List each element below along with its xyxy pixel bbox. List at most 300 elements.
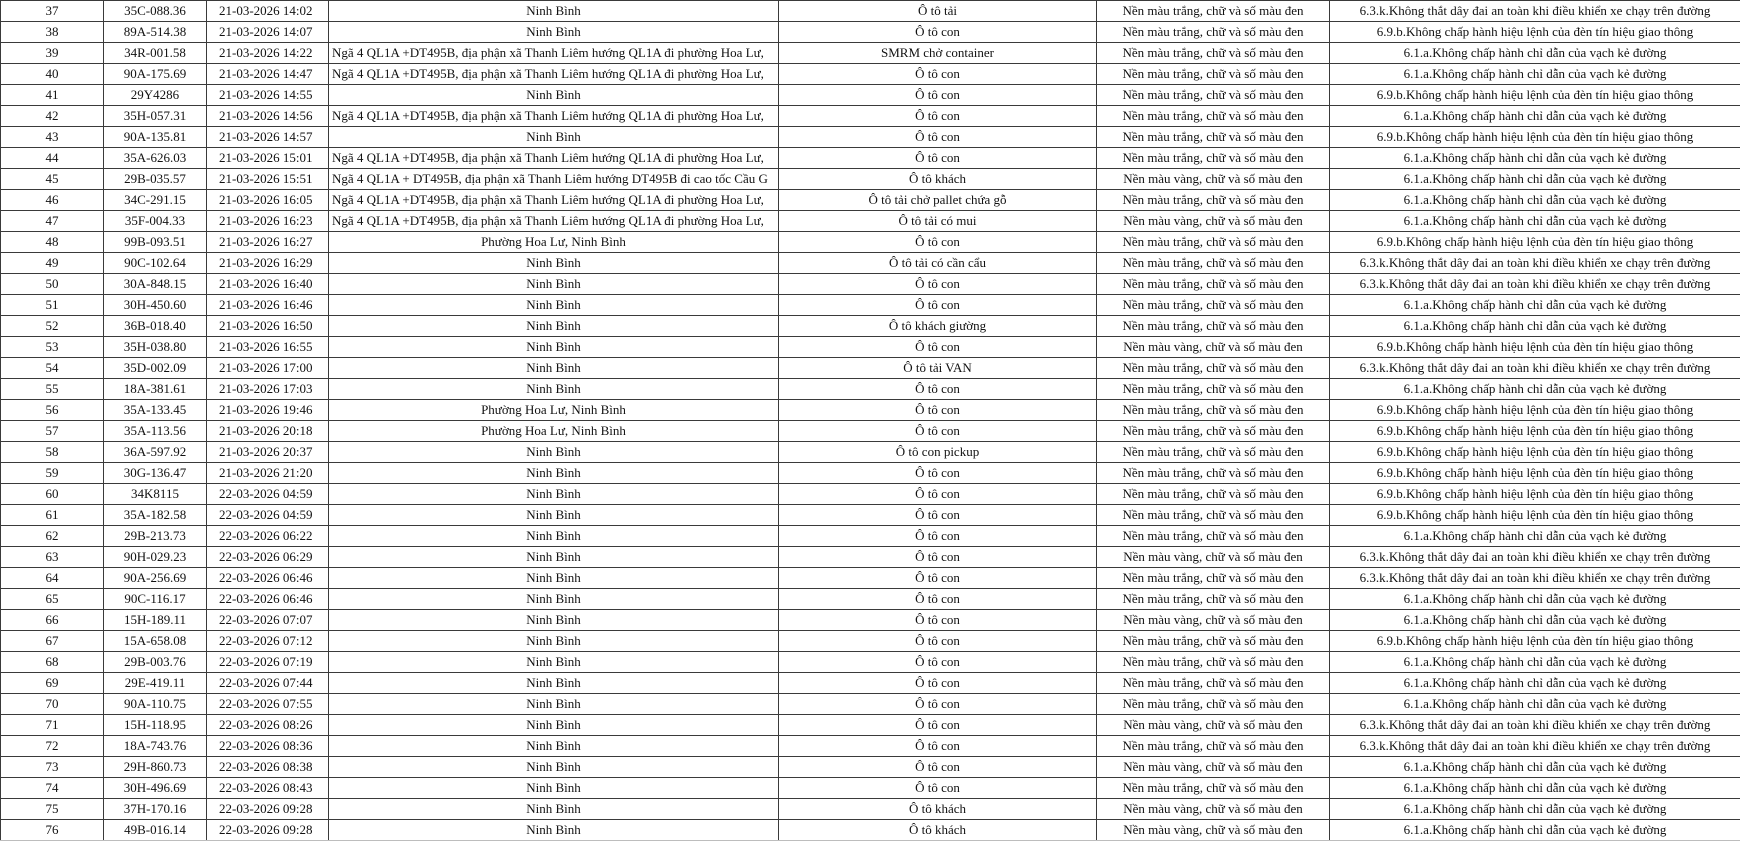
violation-time-cell: 21-03-2026 14:55 [207,85,329,106]
location-cell: Ninh Bình [329,778,779,799]
row-number-cell: 63 [1,547,104,568]
row-number-cell: 37 [1,1,104,22]
vehicle-type-cell: Ô tô con [779,127,1097,148]
location-cell: Ninh Bình [329,526,779,547]
vehicle-type-cell: Ô tô con [779,673,1097,694]
plate-color-cell: Nền màu vàng, chữ và số màu đen [1097,715,1330,736]
violation-time-cell: 22-03-2026 07:44 [207,673,329,694]
row-number-cell: 69 [1,673,104,694]
license-plate-cell: 90C-116.17 [104,589,207,610]
table-row [1,547,1740,568]
row-number-cell: 39 [1,43,104,64]
row-number-cell: 42 [1,106,104,127]
table-row [1,484,1740,505]
plate-color-cell: Nền màu trắng, chữ và số màu đen [1097,232,1330,253]
license-plate-cell: 30H-496.69 [104,778,207,799]
location-cell: Ninh Bình [329,316,779,337]
table-row [1,64,1740,85]
violation-description-cell: 6.1.a.Không chấp hành chỉ dẫn của vạch kẻ đường [1330,43,1740,64]
location-cell: Ngã 4 QL1A +DT495B, địa phận xã Thanh Liêm hướng QL1A đi phường Hoa Lư, [329,190,779,211]
license-plate-cell: 15A-658.08 [104,631,207,652]
plate-color-cell: Nền màu trắng, chữ và số màu đen [1097,22,1330,43]
violation-time-cell: 21-03-2026 14:07 [207,22,329,43]
vehicle-type-cell: Ô tô con [779,547,1097,568]
violation-description-cell: 6.1.a.Không chấp hành chỉ dẫn của vạch kẻ đường [1330,190,1740,211]
violation-description-cell: 6.3.k.Không thắt dây đai an toàn khi điều khiển xe chạy trên đường [1330,715,1740,736]
license-plate-cell: 29Y4286 [104,85,207,106]
table-row [1,610,1740,631]
violation-time-cell: 22-03-2026 07:12 [207,631,329,652]
vehicle-type-cell: Ô tô con [779,610,1097,631]
row-number-cell: 54 [1,358,104,379]
location-cell: Ninh Bình [329,442,779,463]
violation-time-cell: 22-03-2026 04:59 [207,505,329,526]
plate-color-cell: Nền màu trắng, chữ và số màu đen [1097,379,1330,400]
license-plate-cell: 34R-001.58 [104,43,207,64]
vehicle-type-cell: Ô tô khách [779,799,1097,820]
violation-description-cell: 6.3.k.Không thắt dây đai an toàn khi điều khiển xe chạy trên đường [1330,253,1740,274]
table-row [1,106,1740,127]
license-plate-cell: 18A-743.76 [104,736,207,757]
location-cell: Ninh Bình [329,610,779,631]
location-cell: Ninh Bình [329,463,779,484]
license-plate-cell: 99B-093.51 [104,232,207,253]
row-number-cell: 49 [1,253,104,274]
table-row [1,127,1740,148]
row-number-cell: 50 [1,274,104,295]
violation-description-cell: 6.1.a.Không chấp hành chỉ dẫn của vạch kẻ đường [1330,379,1740,400]
license-plate-cell: 37H-170.16 [104,799,207,820]
violation-description-cell: 6.9.b.Không chấp hành hiệu lệnh của đèn tín hiệu giao thông [1330,463,1740,484]
violation-time-cell: 21-03-2026 15:51 [207,169,329,190]
vehicle-type-cell: Ô tô con [779,778,1097,799]
violation-description-cell: 6.9.b.Không chấp hành hiệu lệnh của đèn tín hiệu giao thông [1330,232,1740,253]
location-cell: Ngã 4 QL1A +DT495B, địa phận xã Thanh Liêm hướng QL1A đi phường Hoa Lư, [329,43,779,64]
plate-color-cell: Nền màu trắng, chữ và số màu đen [1097,694,1330,715]
table-row [1,253,1740,274]
vehicle-type-cell: Ô tô con [779,589,1097,610]
row-number-cell: 46 [1,190,104,211]
location-cell: Ninh Bình [329,337,779,358]
table-row [1,589,1740,610]
vehicle-type-cell: Ô tô tải [779,1,1097,22]
vehicle-type-cell: Ô tô con [779,736,1097,757]
plate-color-cell: Nền màu trắng, chữ và số màu đen [1097,1,1330,22]
location-cell: Ngã 4 QL1A + DT495B, địa phận xã Thanh Liêm hướng DT495B đi cao tốc Cầu G [329,169,779,190]
violation-description-cell: 6.9.b.Không chấp hành hiệu lệnh của đèn tín hiệu giao thông [1330,442,1740,463]
location-cell: Ngã 4 QL1A +DT495B, địa phận xã Thanh Liêm hướng QL1A đi phường Hoa Lư, [329,64,779,85]
violation-time-cell: 22-03-2026 06:22 [207,526,329,547]
row-number-cell: 61 [1,505,104,526]
license-plate-cell: 35H-038.80 [104,337,207,358]
violation-description-cell: 6.3.k.Không thắt dây đai an toàn khi điều khiển xe chạy trên đường [1330,358,1740,379]
row-number-cell: 51 [1,295,104,316]
row-number-cell: 76 [1,820,104,841]
plate-color-cell: Nền màu trắng, chữ và số màu đen [1097,127,1330,148]
location-cell: Ninh Bình [329,22,779,43]
license-plate-cell: 89A-514.38 [104,22,207,43]
violation-time-cell: 22-03-2026 08:38 [207,757,329,778]
plate-color-cell: Nền màu trắng, chữ và số màu đen [1097,463,1330,484]
violation-time-cell: 22-03-2026 08:43 [207,778,329,799]
license-plate-cell: 35A-133.45 [104,400,207,421]
vehicle-type-cell: Ô tô con [779,463,1097,484]
violation-description-cell: 6.1.a.Không chấp hành chỉ dẫn của vạch kẻ đường [1330,673,1740,694]
vehicle-type-cell: Ô tô con [779,274,1097,295]
vehicle-type-cell: Ô tô khách [779,820,1097,841]
location-cell: Ninh Bình [329,253,779,274]
violation-time-cell: 21-03-2026 14:56 [207,106,329,127]
vehicle-type-cell: Ô tô con [779,715,1097,736]
license-plate-cell: 29H-860.73 [104,757,207,778]
violation-description-cell: 6.3.k.Không thắt dây đai an toàn khi điều khiển xe chạy trên đường [1330,274,1740,295]
violation-time-cell: 21-03-2026 15:01 [207,148,329,169]
violation-time-cell: 22-03-2026 08:36 [207,736,329,757]
table-row [1,358,1740,379]
vehicle-type-cell: Ô tô con [779,652,1097,673]
plate-color-cell: Nền màu trắng, chữ và số màu đen [1097,631,1330,652]
table-row [1,715,1740,736]
license-plate-cell: 35F-004.33 [104,211,207,232]
row-number-cell: 66 [1,610,104,631]
location-cell: Ngã 4 QL1A +DT495B, địa phận xã Thanh Liêm hướng QL1A đi phường Hoa Lư, [329,148,779,169]
plate-color-cell: Nền màu trắng, chữ và số màu đen [1097,190,1330,211]
violation-description-cell: 6.1.a.Không chấp hành chỉ dẫn của vạch kẻ đường [1330,295,1740,316]
violation-time-cell: 21-03-2026 16:40 [207,274,329,295]
violation-description-cell: 6.9.b.Không chấp hành hiệu lệnh của đèn tín hiệu giao thông [1330,484,1740,505]
vehicle-type-cell: Ô tô con pickup [779,442,1097,463]
vehicle-type-cell: Ô tô tải có mui [779,211,1097,232]
violation-time-cell: 21-03-2026 16:50 [207,316,329,337]
plate-color-cell: Nền màu trắng, chữ và số màu đen [1097,778,1330,799]
plate-color-cell: Nền màu trắng, chữ và số màu đen [1097,526,1330,547]
violation-description-cell: 6.3.k.Không thắt dây đai an toàn khi điều khiển xe chạy trên đường [1330,568,1740,589]
plate-color-cell: Nền màu trắng, chữ và số màu đen [1097,316,1330,337]
violation-description-cell: 6.9.b.Không chấp hành hiệu lệnh của đèn tín hiệu giao thông [1330,337,1740,358]
violation-time-cell: 21-03-2026 16:29 [207,253,329,274]
license-plate-cell: 90A-175.69 [104,64,207,85]
row-number-cell: 59 [1,463,104,484]
location-cell: Ngã 4 QL1A +DT495B, địa phận xã Thanh Liêm hướng QL1A đi phường Hoa Lư, [329,211,779,232]
row-number-cell: 71 [1,715,104,736]
location-cell: Ninh Bình [329,85,779,106]
license-plate-cell: 49B-016.14 [104,820,207,841]
license-plate-cell: 35H-057.31 [104,106,207,127]
location-cell: Ninh Bình [329,757,779,778]
plate-color-cell: Nền màu trắng, chữ và số màu đen [1097,400,1330,421]
violation-time-cell: 22-03-2026 04:59 [207,484,329,505]
vehicle-type-cell: Ô tô con [779,568,1097,589]
plate-color-cell: Nền màu vàng, chữ và số màu đen [1097,547,1330,568]
plate-color-cell: Nền màu trắng, chữ và số màu đen [1097,85,1330,106]
row-number-cell: 74 [1,778,104,799]
table-row [1,169,1740,190]
violation-time-cell: 21-03-2026 20:18 [207,421,329,442]
plate-color-cell: Nền màu trắng, chữ và số màu đen [1097,274,1330,295]
license-plate-cell: 35A-113.56 [104,421,207,442]
license-plate-cell: 90C-102.64 [104,253,207,274]
table-row [1,274,1740,295]
row-number-cell: 67 [1,631,104,652]
vehicle-type-cell: Ô tô con [779,379,1097,400]
plate-color-cell: Nền màu trắng, chữ và số màu đen [1097,106,1330,127]
violation-description-cell: 6.1.a.Không chấp hành chỉ dẫn của vạch kẻ đường [1330,820,1740,841]
license-plate-cell: 90H-029.23 [104,547,207,568]
location-cell: Ninh Bình [329,799,779,820]
license-plate-cell: 90A-256.69 [104,568,207,589]
violation-time-cell: 22-03-2026 06:46 [207,589,329,610]
vehicle-type-cell: Ô tô con [779,295,1097,316]
license-plate-cell: 36A-597.92 [104,442,207,463]
license-plate-cell: 35C-088.36 [104,1,207,22]
location-cell: Ninh Bình [329,505,779,526]
plate-color-cell: Nền màu trắng, chữ và số màu đen [1097,652,1330,673]
plate-color-cell: Nền màu trắng, chữ và số màu đen [1097,358,1330,379]
violation-description-cell: 6.3.k.Không thắt dây đai an toàn khi điều khiển xe chạy trên đường [1330,547,1740,568]
row-number-cell: 48 [1,232,104,253]
row-number-cell: 43 [1,127,104,148]
violations-table-body [1,1,1740,841]
license-plate-cell: 35D-002.09 [104,358,207,379]
violation-time-cell: 21-03-2026 14:02 [207,1,329,22]
vehicle-type-cell: Ô tô con [779,757,1097,778]
plate-color-cell: Nền màu trắng, chữ và số màu đen [1097,673,1330,694]
plate-color-cell: Nền màu trắng, chữ và số màu đen [1097,568,1330,589]
violation-time-cell: 22-03-2026 09:28 [207,799,329,820]
license-plate-cell: 36B-018.40 [104,316,207,337]
license-plate-cell: 29B-003.76 [104,652,207,673]
violation-time-cell: 21-03-2026 14:57 [207,127,329,148]
row-number-cell: 55 [1,379,104,400]
location-cell: Ninh Bình [329,589,779,610]
vehicle-type-cell: Ô tô con [779,505,1097,526]
plate-color-cell: Nền màu trắng, chữ và số màu đen [1097,253,1330,274]
location-cell: Ninh Bình [329,547,779,568]
plate-color-cell: Nền màu trắng, chữ và số màu đen [1097,148,1330,169]
row-number-cell: 56 [1,400,104,421]
plate-color-cell: Nền màu trắng, chữ và số màu đen [1097,295,1330,316]
plate-color-cell: Nền màu vàng, chữ và số màu đen [1097,169,1330,190]
plate-color-cell: Nền màu trắng, chữ và số màu đen [1097,421,1330,442]
table-row [1,631,1740,652]
violation-description-cell: 6.1.a.Không chấp hành chỉ dẫn của vạch kẻ đường [1330,799,1740,820]
row-number-cell: 44 [1,148,104,169]
location-cell: Ninh Bình [329,820,779,841]
license-plate-cell: 35A-182.58 [104,505,207,526]
license-plate-cell: 30G-136.47 [104,463,207,484]
vehicle-type-cell: Ô tô con [779,148,1097,169]
page-bottom-divider [0,840,1740,841]
vehicle-type-cell: Ô tô con [779,232,1097,253]
location-cell: Ninh Bình [329,694,779,715]
violation-description-cell: 6.1.a.Không chấp hành chỉ dẫn của vạch kẻ đường [1330,757,1740,778]
violation-description-cell: 6.1.a.Không chấp hành chỉ dẫn của vạch kẻ đường [1330,169,1740,190]
violation-time-cell: 21-03-2026 16:55 [207,337,329,358]
vehicle-type-cell: Ô tô con [779,22,1097,43]
violation-time-cell: 21-03-2026 16:05 [207,190,329,211]
license-plate-cell: 90A-110.75 [104,694,207,715]
plate-color-cell: Nền màu trắng, chữ và số màu đen [1097,442,1330,463]
location-cell: Ninh Bình [329,358,779,379]
location-cell: Ninh Bình [329,715,779,736]
row-number-cell: 58 [1,442,104,463]
table-row [1,442,1740,463]
row-number-cell: 65 [1,589,104,610]
row-number-cell: 64 [1,568,104,589]
violation-time-cell: 21-03-2026 20:37 [207,442,329,463]
violation-time-cell: 21-03-2026 16:46 [207,295,329,316]
table-row [1,190,1740,211]
vehicle-type-cell: Ô tô con [779,106,1097,127]
license-plate-cell: 34C-291.15 [104,190,207,211]
table-row [1,232,1740,253]
location-cell: Phường Hoa Lư, Ninh Bình [329,232,779,253]
violation-description-cell: 6.1.a.Không chấp hành chỉ dẫn của vạch kẻ đường [1330,694,1740,715]
vehicle-type-cell: Ô tô tải có cần cẩu [779,253,1097,274]
table-row [1,211,1740,232]
row-number-cell: 62 [1,526,104,547]
row-number-cell: 60 [1,484,104,505]
table-row [1,652,1740,673]
violation-description-cell: 6.1.a.Không chấp hành chỉ dẫn của vạch kẻ đường [1330,610,1740,631]
plate-color-cell: Nền màu vàng, chữ và số màu đen [1097,820,1330,841]
row-number-cell: 40 [1,64,104,85]
location-cell: Ngã 4 QL1A +DT495B, địa phận xã Thanh Liêm hướng QL1A đi phường Hoa Lư, [329,106,779,127]
row-number-cell: 73 [1,757,104,778]
license-plate-cell: 34K8115 [104,484,207,505]
table-row [1,148,1740,169]
violation-description-cell: 6.1.a.Không chấp hành chỉ dẫn của vạch kẻ đường [1330,652,1740,673]
vehicle-type-cell: Ô tô khách giường [779,316,1097,337]
violation-time-cell: 22-03-2026 06:29 [207,547,329,568]
vehicle-type-cell: Ô tô con [779,85,1097,106]
table-row [1,85,1740,106]
table-row [1,568,1740,589]
violation-description-cell: 6.3.k.Không thắt dây đai an toàn khi điều khiển xe chạy trên đường [1330,1,1740,22]
plate-color-cell: Nền màu trắng, chữ và số màu đen [1097,484,1330,505]
location-cell: Ninh Bình [329,673,779,694]
plate-color-cell: Nền màu trắng, chữ và số màu đen [1097,64,1330,85]
row-number-cell: 57 [1,421,104,442]
violation-description-cell: 6.9.b.Không chấp hành hiệu lệnh của đèn tín hiệu giao thông [1330,400,1740,421]
row-number-cell: 41 [1,85,104,106]
license-plate-cell: 30A-848.15 [104,274,207,295]
violation-description-cell: 6.9.b.Không chấp hành hiệu lệnh của đèn tín hiệu giao thông [1330,631,1740,652]
license-plate-cell: 15H-118.95 [104,715,207,736]
table-row [1,799,1740,820]
violation-description-cell: 6.9.b.Không chấp hành hiệu lệnh của đèn tín hiệu giao thông [1330,22,1740,43]
vehicle-type-cell: Ô tô khách [779,169,1097,190]
table-row [1,22,1740,43]
location-cell: Phường Hoa Lư, Ninh Bình [329,421,779,442]
violation-time-cell: 22-03-2026 07:19 [207,652,329,673]
vehicle-type-cell: Ô tô con [779,631,1097,652]
plate-color-cell: Nền màu vàng, chữ và số màu đen [1097,799,1330,820]
violation-time-cell: 21-03-2026 14:22 [207,43,329,64]
row-number-cell: 75 [1,799,104,820]
vehicle-type-cell: Ô tô con [779,484,1097,505]
row-number-cell: 45 [1,169,104,190]
plate-color-cell: Nền màu trắng, chữ và số màu đen [1097,736,1330,757]
row-number-cell: 38 [1,22,104,43]
table-row [1,694,1740,715]
license-plate-cell: 29B-213.73 [104,526,207,547]
table-row [1,400,1740,421]
location-cell: Phường Hoa Lư, Ninh Bình [329,400,779,421]
row-number-cell: 52 [1,316,104,337]
violation-time-cell: 21-03-2026 17:00 [207,358,329,379]
table-row [1,379,1740,400]
table-row [1,316,1740,337]
violation-time-cell: 21-03-2026 14:47 [207,64,329,85]
table-row [1,526,1740,547]
table-row [1,757,1740,778]
plate-color-cell: Nền màu vàng, chữ và số màu đen [1097,337,1330,358]
location-cell: Ninh Bình [329,652,779,673]
row-number-cell: 68 [1,652,104,673]
license-plate-cell: 29B-035.57 [104,169,207,190]
license-plate-cell: 18A-381.61 [104,379,207,400]
violation-time-cell: 21-03-2026 16:27 [207,232,329,253]
violation-description-cell: 6.1.a.Không chấp hành chỉ dẫn của vạch kẻ đường [1330,148,1740,169]
location-cell: Ninh Bình [329,295,779,316]
table-row [1,673,1740,694]
plate-color-cell: Nền màu vàng, chữ và số màu đen [1097,757,1330,778]
location-cell: Ninh Bình [329,274,779,295]
vehicle-type-cell: Ô tô con [779,421,1097,442]
table-row [1,337,1740,358]
vehicle-type-cell: Ô tô con [779,64,1097,85]
table-row [1,295,1740,316]
row-number-cell: 53 [1,337,104,358]
violation-time-cell: 21-03-2026 16:23 [207,211,329,232]
violation-time-cell: 21-03-2026 19:46 [207,400,329,421]
vehicle-type-cell: Ô tô tải chở pallet chứa gỗ [779,190,1097,211]
row-number-cell: 72 [1,736,104,757]
violation-time-cell: 22-03-2026 06:46 [207,568,329,589]
violation-time-cell: 21-03-2026 17:03 [207,379,329,400]
violation-description-cell: 6.1.a.Không chấp hành chỉ dẫn của vạch kẻ đường [1330,778,1740,799]
location-cell: Ninh Bình [329,736,779,757]
violation-description-cell: 6.9.b.Không chấp hành hiệu lệnh của đèn tín hiệu giao thông [1330,127,1740,148]
violation-time-cell: 22-03-2026 09:28 [207,820,329,841]
row-number-cell: 70 [1,694,104,715]
violation-time-cell: 21-03-2026 21:20 [207,463,329,484]
table-row [1,463,1740,484]
violation-description-cell: 6.9.b.Không chấp hành hiệu lệnh của đèn tín hiệu giao thông [1330,505,1740,526]
table-row [1,43,1740,64]
table-row [1,820,1740,841]
violation-description-cell: 6.1.a.Không chấp hành chỉ dẫn của vạch kẻ đường [1330,526,1740,547]
license-plate-cell: 15H-189.11 [104,610,207,631]
license-plate-cell: 90A-135.81 [104,127,207,148]
plate-color-cell: Nền màu vàng, chữ và số màu đen [1097,610,1330,631]
vehicle-type-cell: Ô tô con [779,337,1097,358]
violation-time-cell: 22-03-2026 07:55 [207,694,329,715]
violation-time-cell: 22-03-2026 07:07 [207,610,329,631]
table-row [1,421,1740,442]
violation-description-cell: 6.1.a.Không chấp hành chỉ dẫn của vạch kẻ đường [1330,316,1740,337]
plate-color-cell: Nền màu trắng, chữ và số màu đen [1097,589,1330,610]
violation-description-cell: 6.9.b.Không chấp hành hiệu lệnh của đèn tín hiệu giao thông [1330,421,1740,442]
location-cell: Ninh Bình [329,631,779,652]
location-cell: Ninh Bình [329,1,779,22]
row-number-cell: 47 [1,211,104,232]
table-row [1,1,1740,22]
violation-description-cell: 6.1.a.Không chấp hành chỉ dẫn của vạch kẻ đường [1330,589,1740,610]
violation-description-cell: 6.1.a.Không chấp hành chỉ dẫn của vạch kẻ đường [1330,211,1740,232]
violation-description-cell: 6.3.k.Không thắt dây đai an toàn khi điều khiển xe chạy trên đường [1330,736,1740,757]
